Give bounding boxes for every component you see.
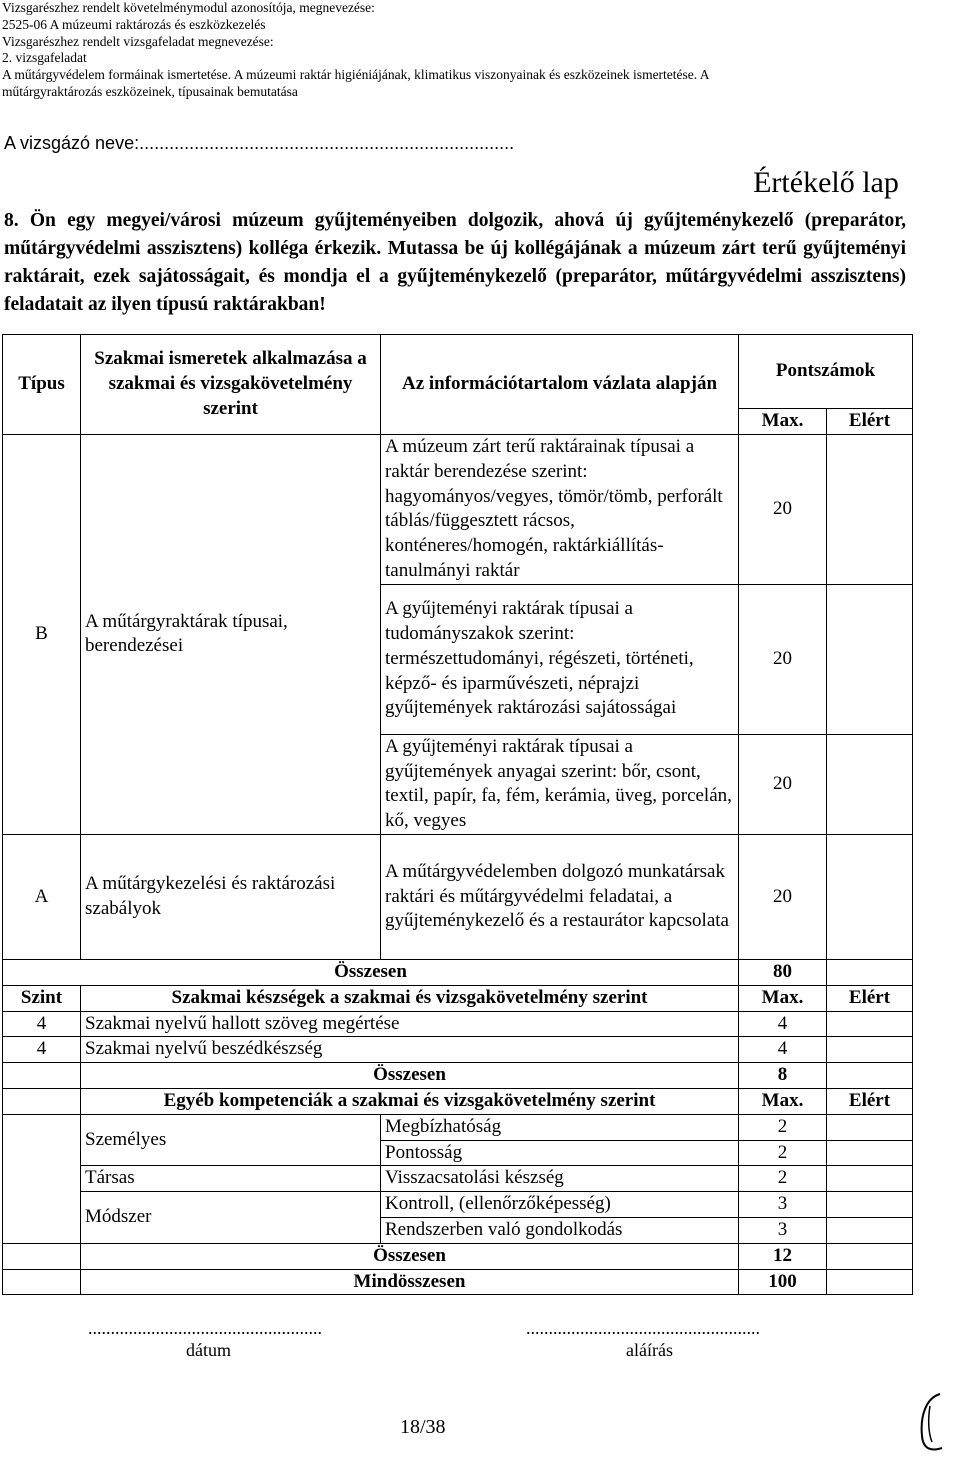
got-cell[interactable]	[827, 1140, 913, 1166]
category-cell: Személyes	[81, 1114, 381, 1166]
topic-cell: A műtárgykezelési és raktározási szabályok	[81, 834, 381, 959]
handwritten-signature-mark	[912, 1388, 952, 1458]
max-cell: 20	[739, 734, 827, 834]
examinee-name-line: A vizsgázó neve:...........................................................................	[4, 133, 515, 153]
max-cell: 20	[739, 434, 827, 584]
outline-cell: A gyűjteményi raktárak típusai a gyűjtemények anyagai szerint: bőr, csont, textil, papír, fa, fém, kerámia, üveg, porcelán, kő, vegyes	[381, 734, 739, 834]
document-header	[2, 0, 952, 101]
outline-cell: A gyűjteményi raktárak típusai a tudományszakok szerint: természettudományi, régészeti, történeti, képző- és iparművészeti, néprajzi gyűjtemények raktározási sajátosságai	[381, 584, 739, 734]
competency-cell: Megbízhatóság	[381, 1114, 739, 1140]
subtotal-label: Összesen	[81, 1243, 739, 1269]
got-cell[interactable]	[827, 1217, 913, 1243]
col-got-header: Elért	[827, 409, 913, 435]
max-cell: 4	[739, 1011, 827, 1037]
got-cell[interactable]	[827, 959, 913, 985]
level-cell: 4	[3, 1037, 81, 1063]
got-cell[interactable]	[827, 1011, 913, 1037]
grand-total-value: 100	[739, 1269, 827, 1295]
title-text: Értékelő lap	[753, 166, 899, 199]
outline-cell: A múzeum zárt terű raktárainak típusai a raktár berendezése szerint: hagyományos/vegyes, tömör/tömb, perforált táblás/függesztett rácsos, konténeres/homogén, raktárkiállítás-tanulmányi raktár	[381, 434, 739, 584]
got-cell[interactable]	[827, 1114, 913, 1140]
signature-line: ....................................................	[526, 1318, 760, 1338]
empty-cell	[3, 1243, 81, 1269]
got-cell[interactable]	[827, 1037, 913, 1063]
got-cell[interactable]	[827, 434, 913, 584]
header-line: A műtárgyvédelem formáinak ismertetése. A múzeumi raktár higiéniájának, klimatikus viszonyainak és eszközeinek ismertetése. A	[2, 67, 710, 83]
max-cell: 3	[739, 1192, 827, 1218]
subtotal-value: 8	[739, 1063, 827, 1089]
evaluation-table	[2, 334, 913, 1295]
skills-header: Szakmai készségek a szakmai és vizsgakövetelmény szerint	[81, 985, 739, 1011]
max-cell: 3	[739, 1217, 827, 1243]
signature-label: aláírás	[626, 1340, 673, 1360]
col-got-header: Elért	[827, 1088, 913, 1114]
empty-cell	[3, 1088, 81, 1114]
competency-cell: Rendszerben való gondolkodás	[381, 1217, 739, 1243]
max-cell: 4	[739, 1037, 827, 1063]
task-description: 8. Ön egy megyei/városi múzeum gyűjteményeiben dolgozik, ahová új gyűjteménykezelő (preparátor, műtárgyvédelmi asszisztens) kolléga érkezik. Mutassa be új kollégájának a múzeum zárt terű gyűjteményi raktárait, ezek sajátosságait, és mondja el a gyűjteménykezelő (preparátor, műtárgyvédelmi asszisztens) feladatait az ilyen típusú raktárakban!	[4, 210, 906, 315]
col-level-header: Szint	[3, 985, 81, 1011]
type-cell: A	[3, 834, 81, 959]
grand-total-label: Mindösszesen	[81, 1269, 739, 1295]
max-cell: 2	[739, 1114, 827, 1140]
header-line: Vizsgarészhez rendelt vizsgafeladat megnevezése:	[2, 33, 274, 49]
max-cell: 2	[739, 1166, 827, 1192]
got-cell[interactable]	[827, 1063, 913, 1089]
date-label: dátum	[186, 1340, 231, 1360]
col-outline-header: Az információtartalom vázlata alapján	[381, 335, 739, 435]
date-line: ....................................................	[88, 1318, 322, 1338]
empty-cell	[3, 1269, 81, 1295]
got-cell[interactable]	[827, 1243, 913, 1269]
col-type-header: Típus	[3, 335, 81, 435]
subtotal-label: Összesen	[3, 959, 739, 985]
competency-cell: Kontroll, (ellenőrzőképesség)	[381, 1192, 739, 1218]
max-cell: 2	[739, 1140, 827, 1166]
col-points-header: Pontszámok	[739, 335, 913, 409]
outline-cell: A műtárgyvédelemben dolgozó munkatársak raktári és műtárgyvédelmi feladatai, a gyűjteménykezelő és a restaurátor kapcsolata	[381, 834, 739, 959]
competency-header: Egyéb kompetenciák a szakmai és vizsgakövetelmény szerint	[81, 1088, 739, 1114]
empty-cell	[3, 1063, 81, 1089]
category-cell: Társas	[81, 1166, 381, 1192]
competency-cell: Pontosság	[381, 1140, 739, 1166]
got-cell[interactable]	[827, 1269, 913, 1295]
header-line: Vizsgarészhez rendelt követelménymodul azonosítója, megnevezése:	[2, 0, 375, 15]
got-cell[interactable]	[827, 1166, 913, 1192]
skill-cell: Szakmai nyelvű hallott szöveg megértése	[81, 1011, 739, 1037]
page-number: 18/38	[400, 1416, 446, 1438]
subtotal-label: Összesen	[81, 1063, 739, 1089]
header-line: 2. vizsgafeladat	[2, 50, 87, 66]
col-max-header: Max.	[739, 409, 827, 435]
header-line: 2525-06 A múzeumi raktározás és eszközkezelés	[2, 16, 266, 32]
category-cell: Módszer	[81, 1192, 381, 1244]
page-title	[0, 166, 906, 200]
col-max-header: Max.	[739, 1088, 827, 1114]
topic-cell: A műtárgyraktárak típusai, berendezései	[81, 434, 381, 834]
subtotal-value: 80	[739, 959, 827, 985]
skill-cell: Szakmai nyelvű beszédkészség	[81, 1037, 739, 1063]
max-cell: 20	[739, 584, 827, 734]
col-knowledge-header: Szakmai ismeretek alkalmazása a szakmai és vizsgakövetelmény szerint	[81, 335, 381, 435]
got-cell[interactable]	[827, 734, 913, 834]
got-cell[interactable]	[827, 584, 913, 734]
got-cell[interactable]	[827, 1192, 913, 1218]
type-cell: B	[3, 434, 81, 834]
level-cell: 4	[3, 1011, 81, 1037]
col-got-header: Elért	[827, 985, 913, 1011]
max-cell: 20	[739, 834, 827, 959]
empty-cell	[3, 1114, 81, 1243]
competency-cell: Visszacsatolási készség	[381, 1166, 739, 1192]
header-line: műtárgyraktározás eszközeinek, típusainak bemutatása	[2, 83, 298, 99]
subtotal-value: 12	[739, 1243, 827, 1269]
got-cell[interactable]	[827, 834, 913, 959]
col-max-header: Max.	[739, 985, 827, 1011]
